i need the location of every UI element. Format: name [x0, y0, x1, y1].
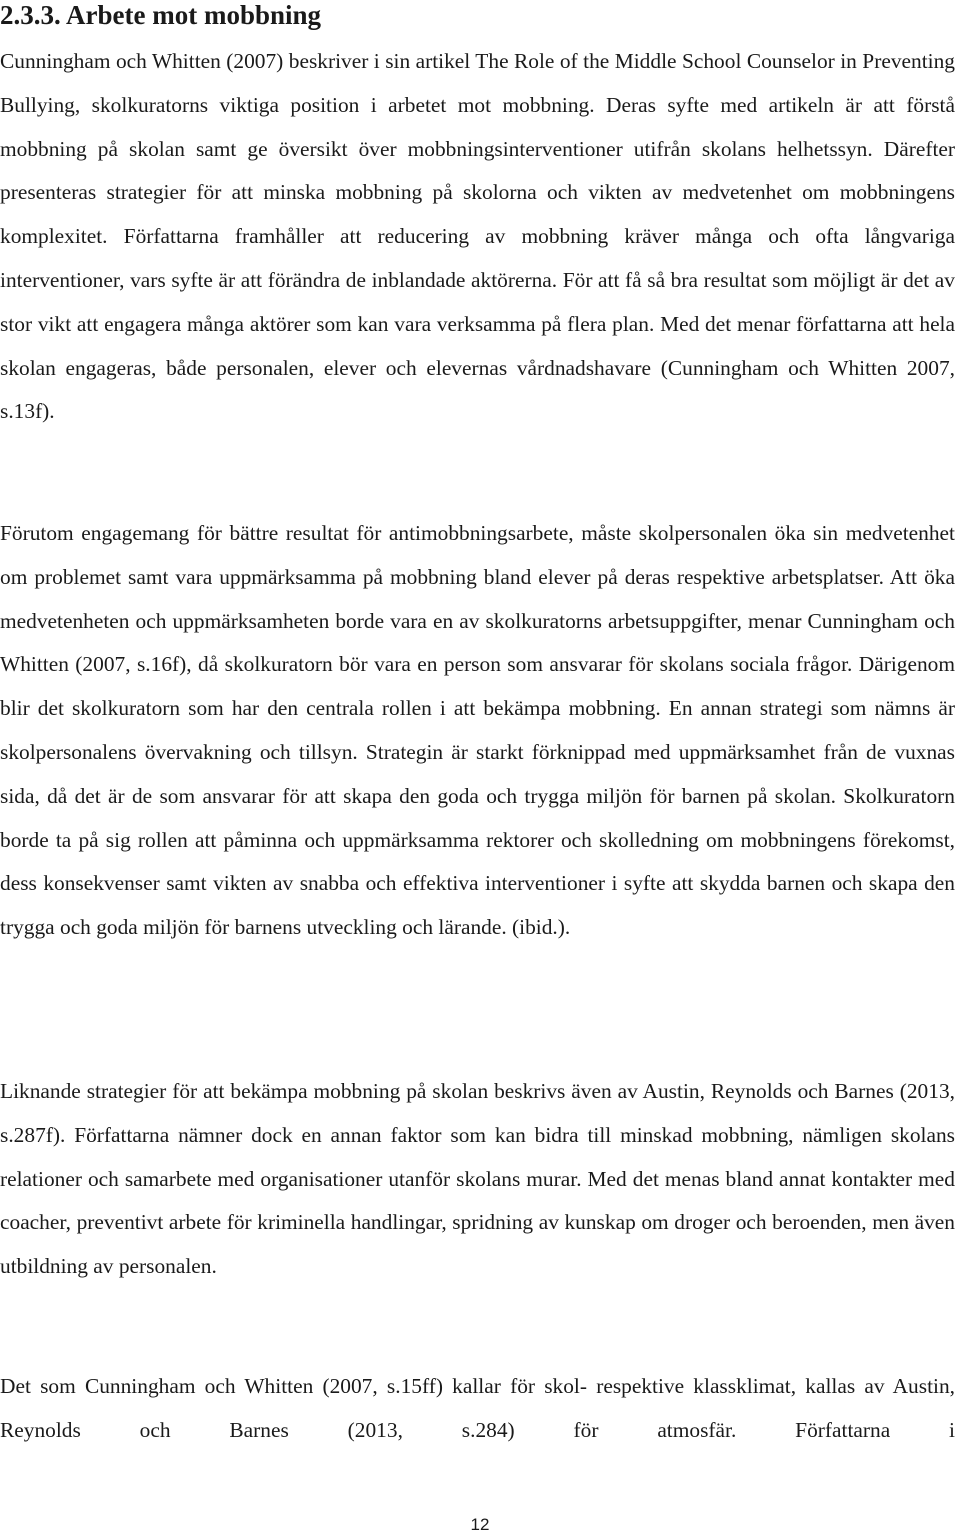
- paragraph-1: Cunningham och Whitten (2007) beskriver i sin artikel The Role of the Middle School Counselor in Preventing Bullying, skolkuratorns viktiga position i arbetet mot mobbning. Deras syfte med artikeln är att förstå mobbning på skolan samt ge översikt över mobbningsinterventioner utifrån skolans helhetssyn. Därefter presenteras strategier för att minska mobbning på skolorna och vikten av medvetenhet om mobbningens komplexitet. Författarna framhåller att reducering av mobbning kräver många och ofta långvariga interventioner, vars syfte är att förändra de inblandade aktörerna. För att få så bra resultat som möjligt är det av stor vikt att engagera många aktörer som kan vara verksamma på flera plan. Med det menar författarna att hela skolan engageras, både personalen, elever och elevernas vårdnadshavare (Cunningham och Whitten 2007, s.13f).: [0, 49, 955, 424]
- paragraph-4: Det som Cunningham och Whitten (2007, s.15ff) kallar för skol- respektive klassklimat, kallas av Austin, Reynolds och Barnes (2013, s.284) för atmosfär. Författarna i: [0, 1374, 955, 1442]
- page-number: 12: [470, 1515, 490, 1534]
- paragraph-2: Förutom engagemang för bättre resultat för antimobbningsarbete, måste skolpersonalen öka sin medvetenhet om problemet samt vara uppmärksamma på mobbning bland elever på deras respektive arbetsplatser. Att öka medvetenheten och uppmärksamheten borde vara en av skolkuratorns arbetsuppgifter, menar Cunningham och Whitten (2007, s.16f), då skolkuratorn bör vara en person som ansvarar för skolans sociala frågor. Därigenom blir det skolkuratorn som har den centrala rollen i att bekämpa mobbning. En annan strategi som nämns är skolpersonalens övervakning och tillsyn. Strategin är starkt förknippad med uppmärksamhet från de vuxnas sida, då det är de som ansvarar för att skapa den goda och trygga miljön för barnen på skolan. Skolkuratorn borde ta på sig rollen att påminna och uppmärksamma rektorer och skolledning om mobbningens förekomst, dess konsekvenser samt vikten av snabba och effektiva interventioner i syfte att skydda barnen och skapa den trygga och goda miljön för barnens utveckling och lärande. (ibid.).: [0, 521, 955, 940]
- section-heading: 2.3.3. Arbete mot mobbning: [0, 0, 322, 30]
- paragraph-3: Liknande strategier för att bekämpa mobbning på skolan beskrivs även av Austin, Reynolds och Barnes (2013, s.287f). Författarna nämner dock en annan faktor som kan bidra till minskad mobbning, nämligen skolans relationer och samarbete med organisationer utanför skolans murar. Med det menas bland annat kontakter med coacher, preventivt arbete för kriminella handlingar, spridning av kunskap om droger och beroenden, men även utbildning av personalen.: [0, 1079, 955, 1279]
